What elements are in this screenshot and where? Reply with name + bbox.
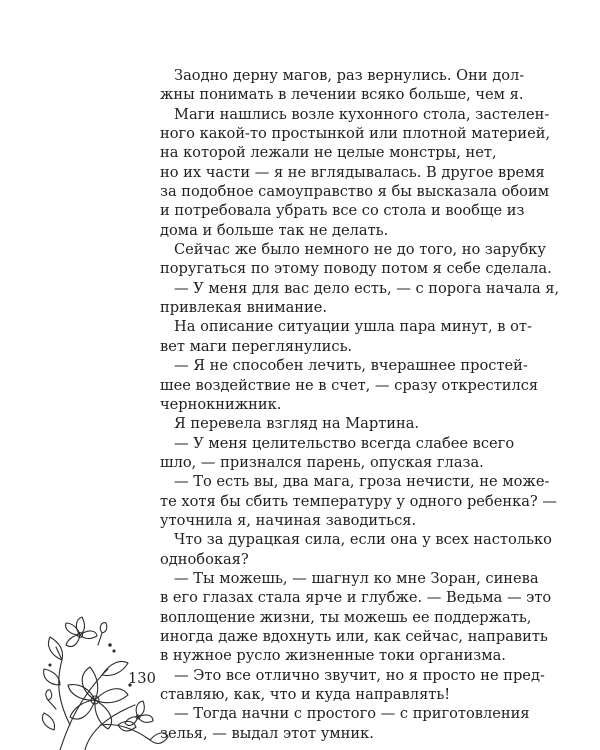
text-line: — Тогда начни с простого — с приготовления: [174, 705, 530, 723]
text-line: На описание ситуации ушла пара минут, в от-: [174, 318, 532, 336]
text-line: Что за дурацкая сила, если она у всех настолько: [174, 531, 552, 549]
text-line: шло, — признался парень, опуская глаза.: [160, 453, 484, 471]
text-line: ного какой-то простынкой или плотной материей,: [160, 125, 551, 143]
text-line: Я перевела взгляд на Мартина.: [174, 415, 420, 433]
text-line: дома и больше так не делать.: [160, 221, 389, 239]
text-line: уточнила я, начиная заводиться.: [160, 511, 417, 529]
page-number: 130: [128, 670, 156, 687]
body-text: [160, 66, 560, 743]
text-line: — Это все отлично звучит, но я просто не пред-: [174, 666, 545, 684]
text-line: в нужное русло жизненные токи организма.: [160, 647, 506, 665]
text-line: и потребовала убрать все со стола и вообще из: [160, 202, 525, 220]
text-line: иногда даже вдохнуть или, как сейчас, направить: [160, 627, 548, 645]
text-line: в его глазах стала ярче и глубже. — Ведьма — это: [160, 589, 552, 607]
text-line: вет маги переглянулись.: [160, 337, 353, 355]
text-line: — То есть вы, два мага, гроза нечисти, не може-: [174, 473, 550, 491]
text-line: Заодно дерну магов, раз вернулись. Они дол-: [174, 67, 525, 84]
text-line: Маги нашлись возле кухонного стола, застелен-: [174, 105, 550, 123]
text-line: — Ты можешь, — шагнул ко мне Зоран, синева: [174, 569, 539, 587]
text-line: однобокая?: [160, 550, 249, 568]
text-line: за подобное самоуправство я бы высказала обоим: [160, 183, 550, 201]
text-line: Сейчас же было немного не до того, но зарубку: [174, 241, 547, 259]
text-line: воплощение жизни, ты можешь ее поддержать,: [160, 608, 532, 626]
text-line: — Я не способен лечить, вчерашнее простей-: [174, 357, 528, 375]
text-line: те хотя бы сбить температуру у одного ребенка? —: [160, 492, 557, 510]
text-line: чернокнижник.: [160, 395, 282, 413]
text-line: поругаться по этому поводу потом я себе сделала.: [160, 260, 552, 278]
text-line: — У меня для вас дело есть, — с порога начала я,: [174, 279, 560, 297]
text-line: на которой лежали не целые монстры, нет,: [160, 144, 497, 162]
text-line: шее воздействие не в счет, — сразу открестился: [160, 376, 539, 394]
text-line: зелья, — выдал этот умник.: [160, 724, 374, 742]
text-line: жны понимать в лечении всяко больше, чем я.: [160, 86, 524, 104]
text-line: — У меня целительство всегда слабее всего: [174, 434, 515, 452]
text-line: привлекая внимание.: [160, 299, 328, 317]
text-line: ставляю, как, что и куда направлять!: [160, 686, 451, 703]
text-line: но их части — я не вглядывалась. В другое время: [160, 163, 545, 181]
